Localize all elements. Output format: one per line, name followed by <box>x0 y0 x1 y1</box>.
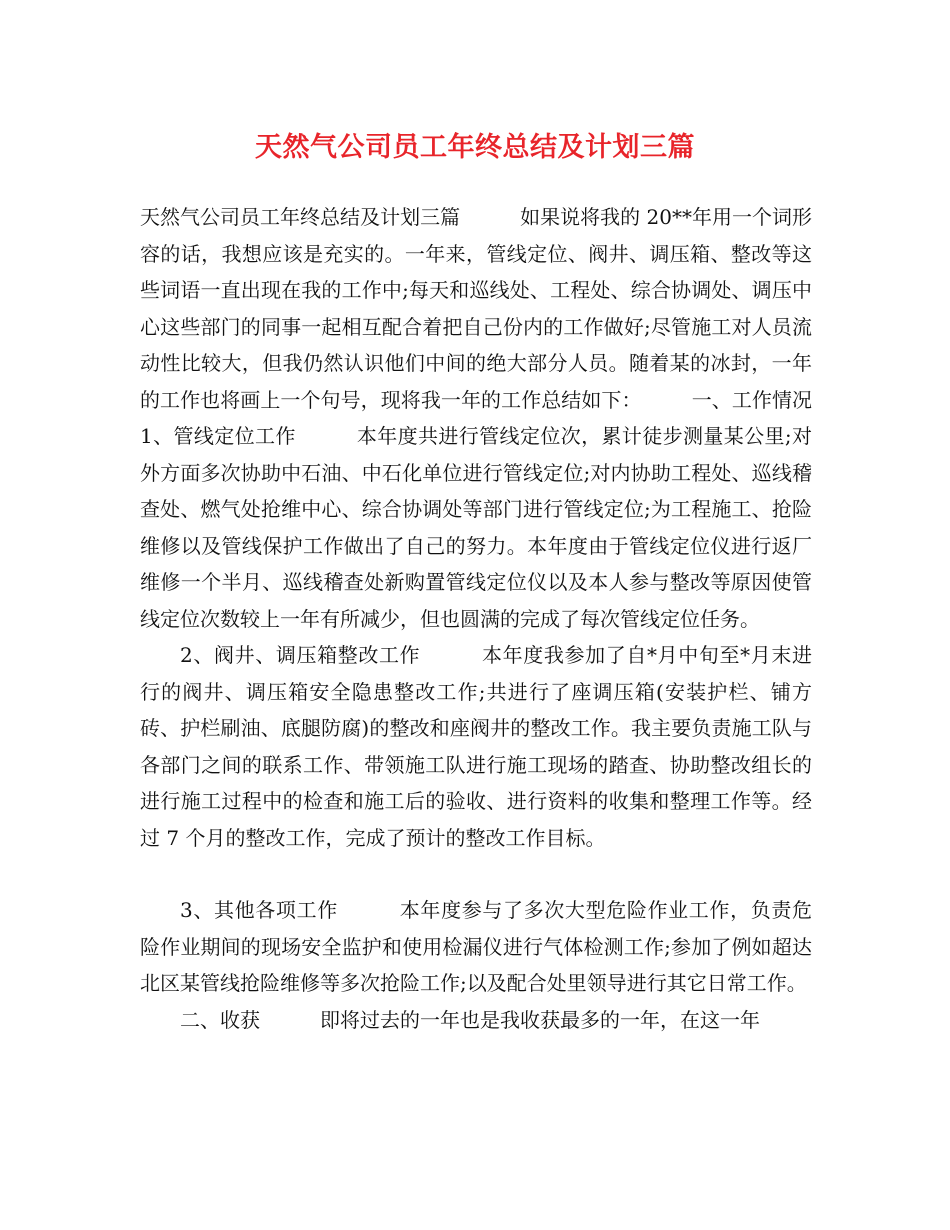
paragraph-harvest: 二、收获 即将过去的一年也是我收获最多的一年，在这一年 <box>180 1007 760 1032</box>
document-body <box>140 199 872 1038</box>
paragraph-other-work: 3、其他各项工作 本年度参与了多次大型危险作业工作，负责危险作业期间的现场安全监护和使用检漏仪进行气体检测工作;参加了例如超达北区某管线抢险维修等多次抢险工作;以及配合处里领导进行其它日常工作。 <box>140 898 812 995</box>
paragraph-valve-work: 2、阀井、调压箱整改工作 本年度我参加了自*月中旬至*月末进行的阀井、调压箱安全隐患整改工作;共进行了座调压箱(安装护栏、铺方砖、护栏刷油、底腿防腐)的整改和座阀井的整改工作。我主要负责施工队与各部门之间的联系工作、带领施工队进行施工现场的踏查、协助整改组长的进行施工过程中的检查和施工后的验收、进行资料的收集和整理工作等。经过 7 个月的整改工作，完成了预计的整改工作目标。 <box>140 643 812 850</box>
paragraph-intro: 天然气公司员工年终总结及计划三篇 如果说将我的 20**年用一个词形容的话，我想应该是充实的。一年来，管线定位、阀井、调压箱、整改等这些词语一直出现在我的工作中;每天和巡线处、工程处、综合协调处、调压中心这些部门的同事一起相互配合着把自己份内的工作做好;尽管施工对人员流动性比较大，但我仍然认识他们中间的绝大部分人员。随着某的冰封，一年的工作也将画上一个句号，现将我一年的工作总结如下： 一、工作情况 1、管线定位工作 本年度共进行管线定位次，累计徒步测量某公里;对外方面多次协助中石油、中石化单位进行管线定位;对内协助工程处、巡线稽查处、燃气处抢维中心、综合协调处等部门进行管线定位;为工程施工、抢险维修以及管线保护工作做出了自己的努力。本年度由于管线定位仪进行返厂维修一个半月、巡线稽查处新购置管线定位仪以及本人参与整改等原因使管线定位次数较上一年有所减少，但也圆满的完成了每次管线定位任务。 <box>140 205 872 631</box>
document-title: 天然气公司员工年终总结及计划三篇 <box>255 132 695 163</box>
